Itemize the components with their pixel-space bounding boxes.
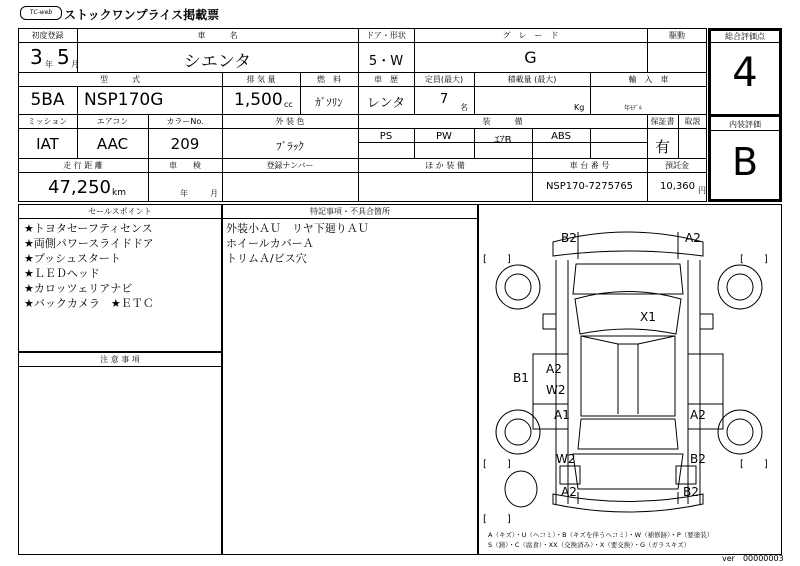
sales-point: ★プッシュスタート — [24, 252, 121, 265]
mark-a2-left: A2 — [546, 362, 562, 376]
page-title: ストックワンプライス掲載票 — [64, 8, 220, 22]
sales-point: ★ＬＥＤヘッド — [24, 267, 100, 280]
bracket-front-right: [ ] — [740, 254, 768, 265]
capacity: 7 — [440, 92, 449, 107]
other-equip-label: ほ か 装 備 — [425, 161, 465, 170]
tc-web-logo: TC-web — [20, 6, 62, 20]
car-name: シエンタ — [183, 52, 252, 72]
deposit: 10,360 — [660, 181, 695, 192]
overall-score: 4 — [732, 50, 758, 96]
model-code: NSP170G — [84, 90, 164, 110]
capacity-unit: 名 — [460, 103, 468, 112]
mark-a2-bottom: A2 — [561, 485, 577, 499]
drive-label: 駆動 — [669, 31, 685, 40]
grade-label: グ レ ー ド — [502, 31, 559, 40]
door-shape: 5・W — [368, 54, 404, 69]
remarks-list — [226, 221, 369, 266]
manual-label: 取説 — [684, 117, 701, 126]
equip-ps: PS — [379, 131, 393, 142]
version: ver 00000003 — [722, 554, 784, 563]
notice-label: 注 意 事 項 — [100, 355, 140, 364]
mark-b2-bottom: B2 — [683, 485, 699, 499]
warranty-label: 保証書 — [650, 117, 675, 126]
mark-b2-top: B2 — [561, 231, 577, 245]
sales-point: ★トヨタセーフティセンス — [24, 222, 153, 235]
displacement: 1,500 — [234, 90, 283, 110]
import-note: 年ﾓﾃﾞﾙ — [624, 105, 643, 112]
aircon-label: エアコン — [96, 117, 129, 126]
import-label: 輸 入 車 — [628, 75, 669, 84]
deposit-label: 預託金 — [665, 161, 689, 170]
sales-point: ★カロッツェリアナビ — [24, 282, 133, 295]
deposit-unit: 円 — [698, 186, 706, 195]
mark-b2-right: B2 — [690, 452, 706, 466]
fuel-label: 燃 料 — [317, 75, 341, 84]
remark-item: ホイールカバーＡ — [226, 237, 314, 250]
overall-score-label: 総合評価点 — [725, 32, 765, 41]
displacement-unit: cc — [284, 100, 293, 109]
fuel: ｶﾞｿﾘﾝ — [315, 96, 343, 109]
mileage: 47,250 — [48, 177, 111, 198]
mark-a2-right: A2 — [690, 408, 706, 422]
exterior-color: ﾌﾞﾗｯｸ — [276, 140, 304, 153]
legend-line-2: S（錆）・C（腐食）・XX（交換済み）・X（要交換）・G（ガラスキズ） — [488, 541, 691, 549]
interior-score: B — [731, 140, 759, 184]
grade: G — [524, 48, 537, 67]
reg-year: 3 — [30, 45, 43, 69]
mission-label: ミッション — [27, 117, 68, 126]
bracket-spare: [ ] — [483, 514, 511, 525]
plate-label: 登録ナンバー — [266, 161, 314, 170]
equip-pw: PW — [436, 131, 452, 142]
legend-line-1: A（キズ）・U（ヘコミ）・B（キズを伴うヘコミ）・W（補修跡）・P（要塗装） — [488, 531, 714, 539]
bracket-rear-right: [ ] — [740, 459, 768, 470]
mileage-unit: km — [112, 188, 126, 198]
sales-point: ★両側パワースライドドア — [24, 237, 154, 250]
mileage-label: 走 行 距 離 — [63, 161, 103, 170]
color-no: 209 — [170, 135, 200, 153]
door-shape-label: ドア・形状 — [366, 31, 406, 40]
remark-item: 外装小ＡＵ リヤ下廻りＡＵ — [226, 222, 369, 235]
load-label: 積載量 (最大) — [507, 75, 557, 84]
equipment-label: 装 備 — [482, 117, 523, 126]
displacement-label: 排 気 量 — [246, 75, 276, 84]
remark-item: トリムＡ/ビス穴 — [226, 252, 307, 265]
interior-score-label: 内装評価 — [729, 120, 761, 129]
inspection-month-unit: 月 — [210, 189, 218, 198]
equip-airbag: ｴｱB — [494, 135, 512, 146]
color-no-label: カラーNo. — [166, 117, 204, 126]
mark-b1: B1 — [513, 371, 529, 385]
notice-box — [18, 352, 222, 555]
inspection-year-unit: 年 — [180, 189, 188, 198]
mark-w2-left: W2 — [546, 383, 566, 397]
first-reg-label: 初度登録 — [31, 31, 64, 40]
mark-x1: X1 — [640, 310, 656, 324]
bracket-rear-left: [ ] — [483, 459, 511, 470]
mark-a1: A1 — [554, 408, 570, 422]
history: レンタ — [366, 96, 406, 111]
chassis-label: 車 台 番 号 — [569, 161, 610, 170]
reg-month-unit: 月 — [71, 60, 79, 69]
sales-points-list — [24, 221, 154, 311]
exterior-color-label: 外 装 色 — [275, 117, 305, 126]
warranty-value: 有 — [654, 138, 670, 156]
inspection-label: 車 検 — [169, 161, 201, 170]
mission: IAT — [36, 135, 59, 153]
equip-abs: ABS — [551, 131, 571, 142]
sales-points-label: セールスポイント — [88, 207, 152, 216]
chassis-number: NSP170-7275765 — [545, 181, 634, 192]
sales-point: ★バックカメラ ★ＥＴＣ — [24, 297, 154, 310]
aircon: AAC — [96, 135, 129, 153]
reg-year-unit: 年 — [45, 60, 53, 69]
bracket-front-left: [ ] — [483, 254, 511, 265]
load-unit: Kg — [574, 103, 585, 112]
reg-month: 5 — [57, 45, 70, 69]
history-label: 車 歴 — [374, 75, 398, 84]
model-label: 型 式 — [100, 75, 140, 84]
mark-a2-top: A2 — [685, 231, 701, 245]
mark-w2-bottom: W2 — [556, 452, 576, 466]
capacity-label: 定員(最大) — [424, 75, 464, 84]
car-name-label: 車 名 — [197, 31, 238, 40]
model-prefix: 5BA — [30, 90, 65, 110]
remarks-label: 特記事項・不具合箇所 — [310, 207, 390, 216]
